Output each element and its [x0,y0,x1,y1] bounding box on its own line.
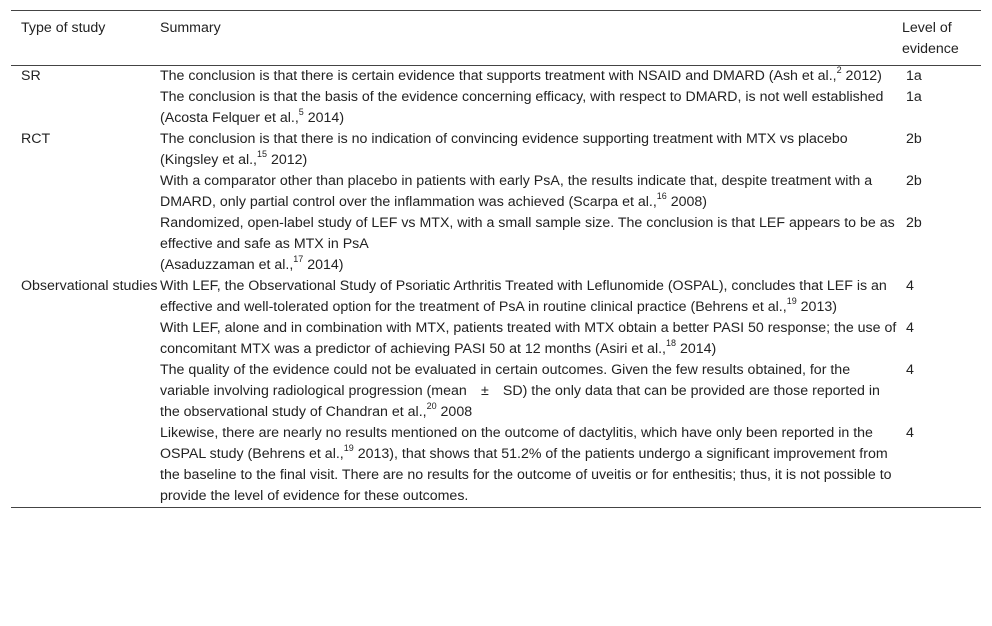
header-summary: Summary [160,11,902,66]
table-row [11,129,981,171]
evidence-table [11,10,981,508]
evidence-level-cell [902,87,981,129]
study-type-cell [11,87,160,129]
summary-text: 2008) [666,194,708,210]
summary-text: 2012) [267,152,308,168]
table-row [11,276,981,318]
summary-text: 2014) [303,257,344,273]
study-type-cell [11,318,160,360]
table-row [11,213,981,276]
evidence-level-value: 2b [906,173,922,189]
evidence-level-value: 4 [906,425,914,441]
study-type-cell [11,213,160,276]
table-row [11,171,981,213]
reference-number: 16 [656,191,667,202]
reference-number: 20 [426,401,437,412]
study-type-cell [11,171,160,213]
study-type-cell: Observational studies [21,278,158,294]
summary-text: 2014) [303,110,345,126]
evidence-level-value: 1a [906,89,922,105]
summary-cell [160,87,902,129]
summary-text: The conclusion is that the basis of the evidence concerning efficacy, with respect to DMARD, is not well established (Acosta Felquer et al., [160,89,884,126]
study-type-cell [11,360,160,423]
summary-text: The conclusion is that there is certain evidence that supports treatment with NSAID and DMARD (Ash et al., [160,68,837,84]
table-row [11,360,981,423]
summary-cell [160,213,902,276]
summary-text: 2012) [841,68,882,84]
reference-number: 2 [836,65,842,76]
evidence-level-cell [902,171,981,213]
summary-cell [160,360,902,423]
table-row [11,423,981,508]
summary-text: Randomized, open-label study of LEF vs MTX, with a small sample size. The conclusion is that LEF appears to be as effective and safe as MTX in PsA [160,215,895,252]
summary-text: 2014) [676,341,717,357]
header-row [11,11,981,66]
evidence-level-cell [902,423,981,508]
header-level-of-evidence: Level of evidence [902,11,981,66]
summary-cell [160,423,902,508]
header-type-of-study: Type of study [11,11,160,66]
reference-number: 5 [298,107,304,118]
evidence-level-value: 2b [906,215,922,231]
summary-text: With a comparator other than placebo in patients with early PsA, the results indicate that, despite treatment with a DMARD, only partial control over the inflammation was achieved (Scarpa et al., [160,173,873,210]
evidence-level-value: 4 [906,362,914,378]
evidence-level-value: 4 [906,278,914,294]
summary-text: (Asaduzzaman et al., [160,257,294,273]
table-row [11,66,981,88]
table-row [11,87,981,129]
reference-number: 19 [343,443,354,454]
study-type-cell: SR [21,68,41,84]
evidence-level-cell [902,276,981,318]
summary-cell [160,66,902,88]
summary-text: Likewise, there are nearly no results mentioned on the outcome of dactylitis, which have only been reported in the OSPAL study (Behrens et al., [160,425,873,462]
reference-number: 19 [786,296,797,307]
summary-cell [160,171,902,213]
reference-number: 15 [257,149,268,160]
reference-number: 18 [665,338,676,349]
summary-text: 2013) [796,299,837,315]
summary-text: With LEF, alone and in combination with MTX, patients treated with MTX obtain a better PASI 50 response; the use of concomitant MTX was a predictor of achieving PASI 50 at 12 months (Asiri et al., [160,320,897,357]
evidence-level-value: 1a [906,68,922,84]
table-row [11,318,981,360]
study-type-cell: RCT [21,131,51,147]
evidence-level-cell [902,66,981,88]
summary-text: With LEF, the Observational Study of Psoriatic Arthritis Treated with Leflunomide (OSPAL), concludes that LEF is an effective and well-tolerated option for the treatment of PsA in routine clinical practice (Behrens et al., [160,278,887,315]
evidence-level-value: 2b [906,131,922,147]
summary-text: 2008 [436,404,473,420]
reference-number: 17 [293,254,304,265]
evidence-level-cell [902,318,981,360]
evidence-level-cell [902,129,981,171]
summary-cell [160,129,902,171]
evidence-level-cell [902,360,981,423]
evidence-level-value: 4 [906,320,914,336]
summary-text: 2013), that shows that 51.2% of the patients undergo a significant improvement from the baseline to the final visit. There are no results for the outcome of uveitis or for enthesitis; thus, it is not possible to provide the level of evidence for these outcomes. [160,446,892,504]
study-type-cell [11,423,160,508]
summary-cell [160,276,902,318]
evidence-level-cell [902,213,981,276]
summary-text: The conclusion is that there is no indication of convincing evidence supporting treatment with MTX vs placebo (Kingsley et al., [160,131,848,168]
summary-text: The quality of the evidence could not be evaluated in certain outcomes. Given the few results obtained, for the variable involving radiological progression (mean ± SD) the only data that can be provided are those reported in the observational study of Chandran et al., [160,362,880,420]
summary-cell [160,318,902,360]
